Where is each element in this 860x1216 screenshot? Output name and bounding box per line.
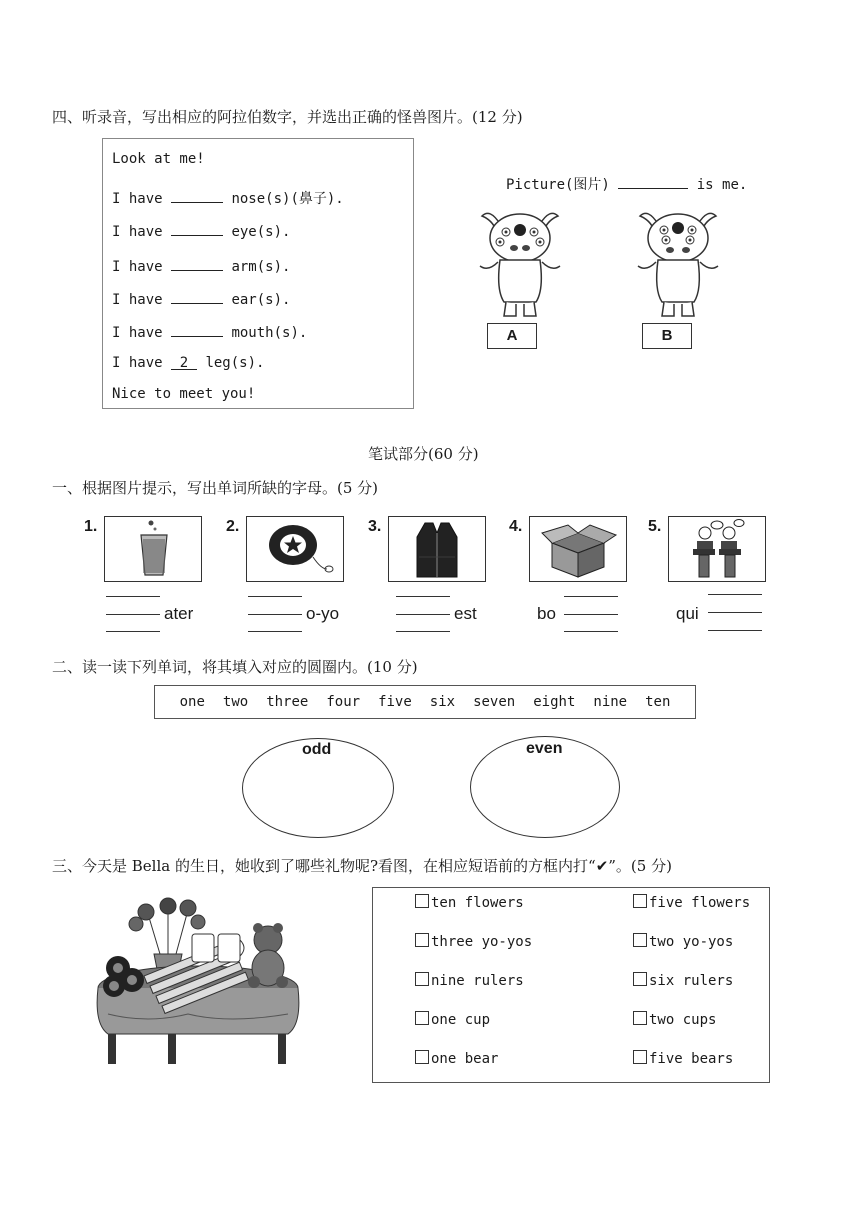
answer-blank-5[interactable]: [171, 322, 223, 337]
section4-heading: 四、听录音，写出相应的阿拉伯数字，并选出正确的怪兽图片。(12 分): [52, 108, 523, 126]
word-bank-item: five: [378, 694, 412, 710]
word-bank-item: eight: [533, 694, 576, 710]
intro-line: Look at me!: [112, 151, 205, 167]
item-2-picture: [246, 516, 344, 582]
word-bank-item: four: [326, 694, 361, 710]
glass-of-water-icon: [105, 517, 201, 581]
box-icon: [530, 517, 626, 581]
checkbox[interactable]: [415, 894, 429, 908]
item-1-fragment: ater: [164, 604, 194, 623]
gift-options-box: [372, 887, 770, 1083]
answer-blank-3[interactable]: [171, 256, 223, 271]
line-2: I have eye(s).: [112, 221, 290, 240]
item-4-picture: [529, 516, 627, 582]
option-one-bear[interactable]: one bear: [415, 1050, 498, 1067]
word-bank-item: ten: [645, 694, 671, 710]
item-3-fragment: est: [454, 604, 477, 623]
item-1-number: 1.: [84, 518, 98, 535]
line-1: I have nose(s)(鼻子).: [112, 188, 344, 208]
item-3-picture: [388, 516, 486, 582]
checkbox[interactable]: [415, 933, 429, 947]
option-two-yo-yos[interactable]: two yo-yos: [633, 933, 733, 950]
answer-blank-4[interactable]: [171, 289, 223, 304]
word-bank-item: nine: [593, 694, 628, 710]
item-2-number: 2.: [226, 518, 240, 535]
word-bank-item: three: [266, 694, 309, 710]
word-bank: [154, 685, 696, 719]
checkbox[interactable]: [415, 972, 429, 986]
word-bank-item: one: [179, 694, 205, 710]
checkbox[interactable]: [415, 1011, 429, 1025]
word-bank-item: six: [429, 694, 456, 710]
checkbox[interactable]: [633, 1011, 647, 1025]
monster-b-icon: [628, 206, 728, 324]
line-3: I have arm(s).: [112, 256, 290, 275]
birthday-gifts-table-icon: [88, 894, 308, 1068]
word-bank-item: two: [222, 694, 249, 710]
item-4-fragment: bo: [537, 604, 556, 623]
quiz-show-icon: [669, 517, 765, 581]
option-a-label[interactable]: A: [487, 323, 537, 349]
odd-circle-label: odd: [302, 741, 332, 758]
written-section-title: 笔试部分(60 分): [368, 445, 479, 463]
picture-answer-blank[interactable]: [618, 174, 688, 189]
item-5-fragment: qui: [676, 604, 699, 623]
item-1-picture: [104, 516, 202, 582]
item-3-number: 3.: [368, 518, 382, 535]
checkbox[interactable]: [633, 1050, 647, 1064]
outro-line: Nice to meet you!: [112, 386, 256, 402]
option-two-cups[interactable]: two cups: [633, 1011, 716, 1028]
item-5-number: 5.: [648, 518, 662, 535]
yo-yo-icon: [247, 517, 343, 581]
option-one-cup[interactable]: one cup: [415, 1011, 490, 1028]
option-b-label[interactable]: B: [642, 323, 692, 349]
monster-a-icon: [470, 206, 570, 324]
item-5-picture: [668, 516, 766, 582]
option-five-flowers[interactable]: five flowers: [633, 894, 750, 911]
option-three-yo-yos[interactable]: three yo-yos: [415, 933, 532, 950]
word-bank-item: seven: [473, 694, 516, 710]
item-2-fragment: o-yo: [306, 604, 340, 623]
checkbox[interactable]: [633, 972, 647, 986]
checkbox[interactable]: [415, 1050, 429, 1064]
checkbox[interactable]: [633, 933, 647, 947]
option-nine-rulers[interactable]: nine rulers: [415, 972, 524, 989]
monster-description-box: [102, 138, 414, 409]
vest-icon: [389, 517, 485, 581]
answer-blank-6: 2: [171, 355, 197, 370]
part3-heading: 三、今天是 Bella 的生日，她收到了哪些礼物呢?看图，在相应短语前的方框内打“✔”。(5 分): [52, 857, 672, 875]
line-6: I have 2 leg(s).: [112, 355, 265, 371]
part2-heading: 二、读一读下列单词，将其填入对应的圆圈内。(10 分): [52, 658, 418, 676]
option-six-rulers[interactable]: six rulers: [633, 972, 733, 989]
line-5: I have mouth(s).: [112, 322, 307, 341]
even-circle-label: even: [526, 740, 563, 757]
checkbox[interactable]: [633, 894, 647, 908]
picture-answer-line: Picture(图片) is me.: [506, 174, 747, 194]
line-4: I have ear(s).: [112, 289, 290, 308]
answer-blank-2[interactable]: [171, 221, 223, 236]
part1-heading: 一、根据图片提示，写出单词所缺的字母。(5 分): [52, 479, 379, 497]
option-five-bears[interactable]: five bears: [633, 1050, 733, 1067]
option-ten-flowers[interactable]: ten flowers: [415, 894, 524, 911]
item-4-number: 4.: [509, 518, 523, 535]
answer-blank-1[interactable]: [171, 188, 223, 203]
